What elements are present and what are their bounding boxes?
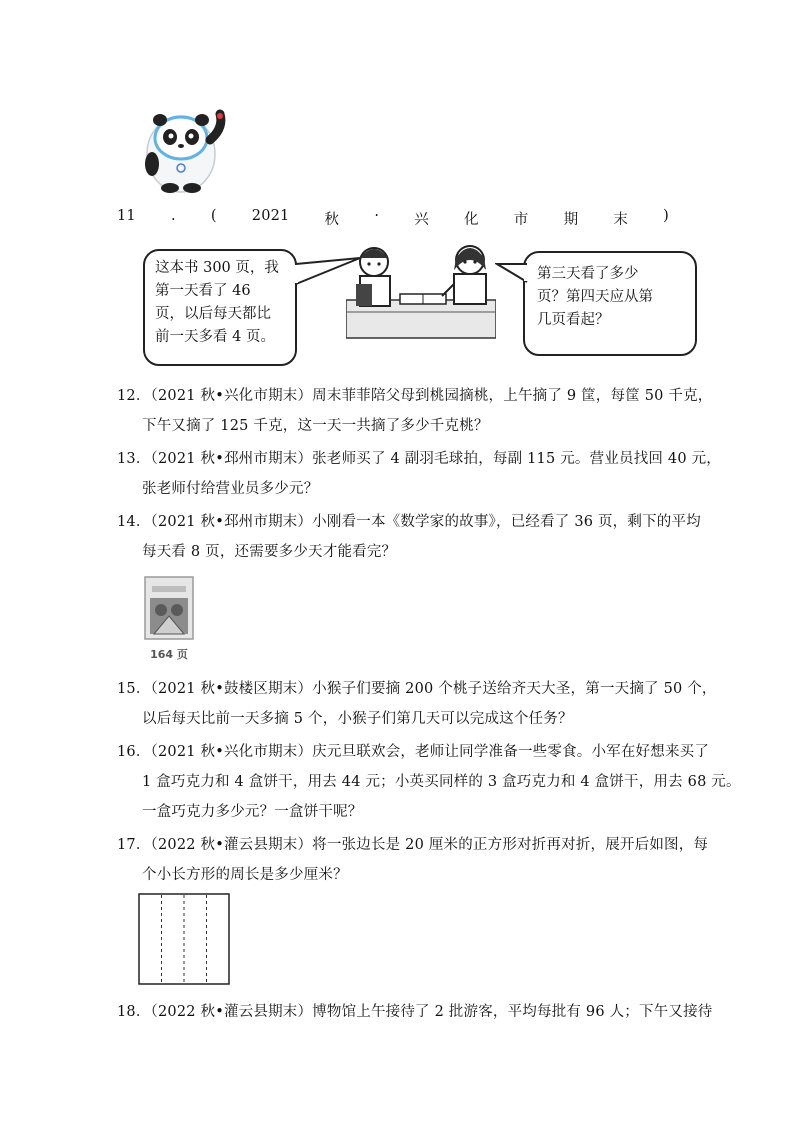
question-17-line-2: 个小长方形的周长是多少厘米？ (142, 867, 348, 883)
question-16-line-1: 16．（2021 秋•兴化市期末）庆元旦联欢会，老师让同学准备一些零食。小军在好想来买了 (117, 744, 710, 760)
year: 2021 (251, 208, 290, 224)
speech-bubble-tail-right (495, 258, 529, 292)
question-11-header (117, 208, 669, 229)
speech-bubble-girl (523, 251, 697, 356)
question-15-line-2: 以后每天比前一天多摘 5 个，小猴子们第几天可以完成这个任务？ (142, 711, 573, 727)
question-16-line-3: 一盒巧克力多少元？一盒饼干呢？ (142, 804, 363, 820)
source-char-3: 市 (513, 212, 529, 228)
book-page-count: 164 页 (150, 648, 188, 661)
bubble-line: 几页看起？ (537, 312, 610, 328)
folded-square-diagram (138, 893, 230, 985)
mascot-image (136, 104, 228, 194)
source-char-4: 期 (563, 212, 579, 228)
book-cover-image (144, 576, 194, 661)
bubble-line: 页，以后每天都比 (155, 306, 271, 322)
question-13-line-2: 张老师付给营业员多少元？ (142, 481, 319, 497)
bubble-line: 第三天看了多少 (537, 266, 639, 282)
source-char-5: 末 (613, 212, 629, 228)
header-dot: . (170, 208, 176, 224)
bubble-line: 前一天多看 4 页。 (155, 329, 275, 345)
bubble-line: 这本书 300 页，我 (155, 260, 279, 276)
children-reading-illustration (346, 240, 496, 340)
question-12-line-2: 下午又摘了 125 千克，这一天一共摘了多少千克桃？ (142, 418, 489, 434)
question-14-line-2: 每天看 8 页，还需要多少天才能看完？ (142, 544, 397, 560)
close-paren: ) (663, 208, 669, 224)
question-15-line-1: 15．（2021 秋•鼓楼区期末）小猴子们要摘 200 个桃子送给齐天大圣，第一天摘了 50 个， (117, 681, 717, 697)
bubble-line: 第一天看了 46 (155, 283, 251, 299)
question-16-line-2: 1 盒巧克力和 4 盒饼干，用去 44 元；小英买同样的 3 盒巧克力和 4 盒饼干，用去 68 元。 (142, 774, 741, 790)
question-18-line-1: 18．（2022 秋•灌云县期末）博物馆上午接待了 2 批游客，平均每批有 96 人；下午又接待 (117, 1004, 713, 1020)
source-char-1: 兴 (414, 212, 429, 228)
question-13-line-1: 13．（2021 秋•邳州市期末）张老师买了 4 副羽毛球拍，每副 115 元。营业员找回 40 元， (117, 451, 721, 467)
question-12-line-1: 12．（2021 秋•兴化市期末）周末菲菲陪父母到桃园摘桃，上午摘了 9 筐，每筐 50 千克， (117, 388, 713, 404)
question-14-line-1: 14．（2021 秋•邳州市期末）小刚看一本《数学家的故事》，已经看了 36 页，剩下的平均 (117, 514, 701, 530)
question-number: 11 (117, 208, 136, 224)
term: 秋 (324, 212, 340, 228)
source-char-2: 化 (464, 212, 479, 228)
question-17-line-1: 17．（2022 秋•灌云县期末）将一张边长是 20 厘米的正方形对折再对折，展开后如图，每 (117, 837, 709, 853)
speech-bubble-boy (143, 249, 297, 366)
bubble-line: 页？第四天应从第 (537, 289, 653, 305)
open-paren: ( (210, 208, 217, 224)
separator-dot: · (374, 208, 380, 224)
